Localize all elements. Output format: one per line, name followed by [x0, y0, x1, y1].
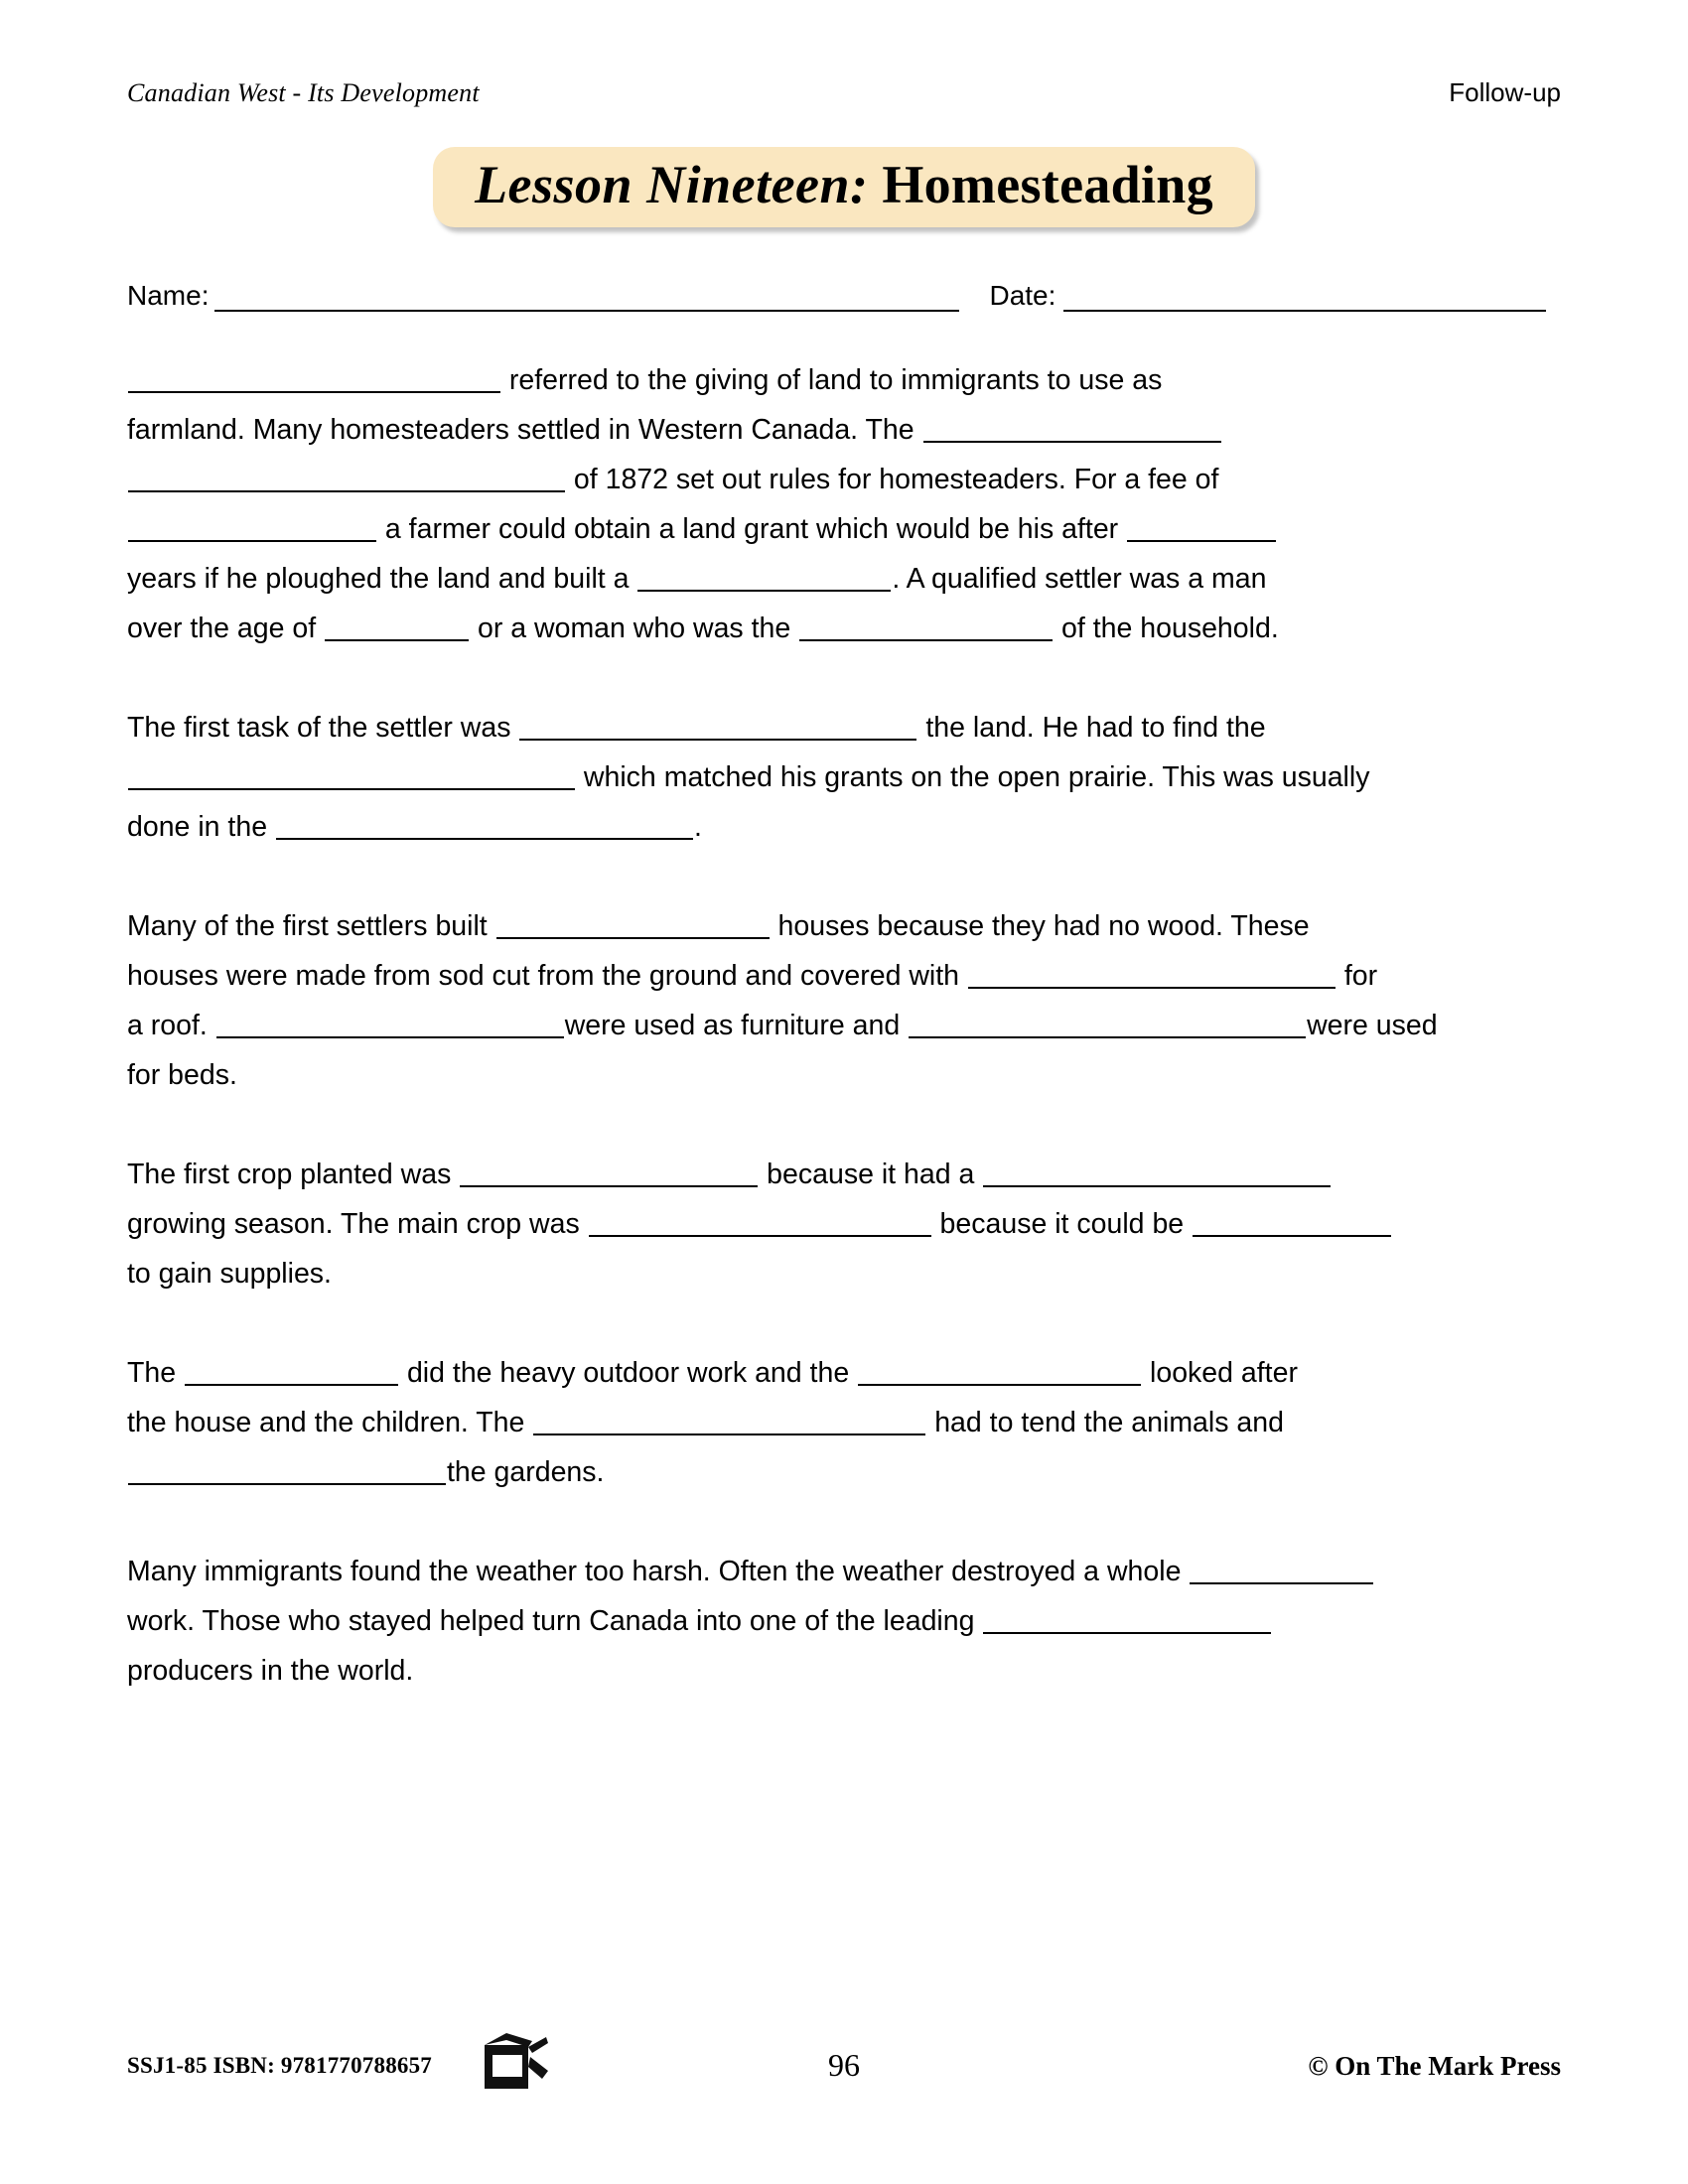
static-text: work. Those who stayed helped turn Canada into one of the leading [127, 1605, 983, 1637]
static-text: because it could be [931, 1208, 1193, 1240]
static-text: . A qualified settler was a man [892, 563, 1267, 595]
static-text: because it had a [759, 1159, 983, 1190]
text-line [127, 951, 1565, 1001]
text-line [127, 455, 1565, 504]
static-text: which matched his grants on the open prairie. This was usually [576, 761, 1370, 793]
static-text: houses were made from sod cut from the ground and covered with [127, 960, 967, 992]
static-text: done in the [127, 811, 275, 843]
static-text: over the age of [127, 613, 325, 644]
static-text: years if he ploughed the land and built a [127, 563, 637, 595]
text-line [127, 1150, 1565, 1199]
static-text: The [127, 1357, 185, 1389]
fill-in-blank[interactable] [858, 1358, 1141, 1386]
page-number: 96 [828, 2047, 860, 2083]
worksheet-body [127, 355, 1565, 1745]
text-line [127, 1646, 1565, 1696]
text-line [127, 504, 1565, 554]
paragraph-p6 [127, 1547, 1565, 1696]
date-input-line[interactable] [1063, 284, 1546, 312]
fill-in-blank[interactable] [496, 911, 770, 939]
title-banner-wrapper [0, 147, 1688, 227]
fill-in-blank[interactable] [128, 365, 500, 393]
fill-in-blank[interactable] [519, 713, 916, 741]
static-text: referred to the giving of land to immigrants to use as [501, 364, 1163, 396]
fill-in-blank[interactable] [216, 1011, 564, 1038]
static-text: did the heavy outdoor work and the [399, 1357, 858, 1389]
lesson-topic: Homesteading [868, 155, 1213, 214]
name-input-line[interactable] [214, 284, 959, 312]
static-text: the land. He had to find the [917, 712, 1266, 744]
fill-in-blank[interactable] [185, 1358, 398, 1386]
text-line [127, 901, 1565, 951]
static-text: growing season. The main crop was [127, 1208, 588, 1240]
fill-in-blank[interactable] [968, 961, 1336, 989]
name-date-row [127, 280, 1547, 312]
static-text: to gain supplies. [127, 1258, 332, 1290]
static-text: producers in the world. [127, 1655, 414, 1687]
static-text: a roof. [127, 1010, 215, 1041]
text-line [127, 1596, 1565, 1646]
fill-in-blank[interactable] [325, 614, 469, 641]
text-line [127, 604, 1565, 653]
static-text: The first crop planted was [127, 1159, 460, 1190]
paragraph-p1 [127, 355, 1565, 653]
text-line [127, 1050, 1565, 1100]
footer-publisher: © On The Mark Press [1308, 2051, 1561, 2081]
text-line [127, 1547, 1565, 1596]
static-text: were used as furniture and [564, 1010, 909, 1041]
text-line [127, 1348, 1565, 1398]
text-line [127, 1398, 1565, 1447]
page-footer [127, 2045, 1561, 2105]
static-text: had to tend the animals and [926, 1407, 1284, 1438]
fill-in-blank[interactable] [276, 812, 693, 840]
text-line [127, 802, 1565, 852]
fill-in-blank[interactable] [799, 614, 1053, 641]
fill-in-blank[interactable] [589, 1209, 931, 1237]
static-text: houses because they had no wood. These [770, 910, 1310, 942]
footer-isbn: SSJ1-85 ISBN: 9781770788657 [127, 2053, 432, 2078]
static-text: of 1872 set out rules for homesteaders. For a fee of [566, 464, 1219, 495]
static-text: for beds. [127, 1059, 237, 1091]
static-text: of the household. [1054, 613, 1279, 644]
static-text: Many immigrants found the weather too harsh. Often the weather destroyed a whole [127, 1556, 1190, 1587]
header-unit-title: Canadian West - Its Development [127, 78, 480, 107]
fill-in-blank[interactable] [1127, 514, 1276, 542]
text-line [127, 1249, 1565, 1298]
text-line [127, 554, 1565, 604]
static-text: were used [1307, 1010, 1438, 1041]
text-line [127, 752, 1565, 802]
fill-in-blank[interactable] [460, 1160, 758, 1187]
fill-in-blank[interactable] [1193, 1209, 1391, 1237]
fill-in-blank[interactable] [983, 1160, 1331, 1187]
fill-in-blank[interactable] [128, 465, 565, 492]
fill-in-blank[interactable] [1190, 1557, 1373, 1584]
text-line [127, 1199, 1565, 1249]
paragraph-p2 [127, 703, 1565, 852]
header-section-label: Follow-up [1449, 77, 1561, 107]
fill-in-blank[interactable] [533, 1408, 925, 1435]
fill-in-blank[interactable] [128, 1457, 446, 1485]
static-text: or a woman who was the [470, 613, 799, 644]
lesson-label: Lesson Nineteen: [475, 155, 869, 214]
fill-in-blank[interactable] [128, 514, 376, 542]
text-line [127, 355, 1565, 405]
static-text: looked after [1142, 1357, 1298, 1389]
static-text: The first task of the settler was [127, 712, 519, 744]
text-line [127, 405, 1565, 455]
title-banner [433, 147, 1255, 227]
fill-in-blank[interactable] [909, 1011, 1306, 1038]
static-text: for [1336, 960, 1378, 992]
static-text: Many of the first settlers built [127, 910, 495, 942]
page-header [127, 77, 1561, 108]
date-label: Date: [989, 280, 1056, 311]
static-text: the house and the children. The [127, 1407, 533, 1438]
text-line [127, 703, 1565, 752]
fill-in-blank[interactable] [983, 1606, 1271, 1634]
static-text: . [693, 811, 702, 843]
fill-in-blank[interactable] [128, 762, 575, 790]
name-label: Name: [127, 280, 210, 311]
static-text: farmland. Many homesteaders settled in Western Canada. The [127, 414, 922, 446]
paragraph-p4 [127, 1150, 1565, 1298]
fill-in-blank[interactable] [923, 415, 1221, 443]
text-line [127, 1001, 1565, 1050]
static-text: the gardens. [447, 1456, 605, 1488]
fill-in-blank[interactable] [637, 564, 891, 592]
text-line [127, 1447, 1565, 1497]
static-text: a farmer could obtain a land grant which would be his after [377, 513, 1127, 545]
paragraph-p3 [127, 901, 1565, 1100]
paragraph-p5 [127, 1348, 1565, 1497]
